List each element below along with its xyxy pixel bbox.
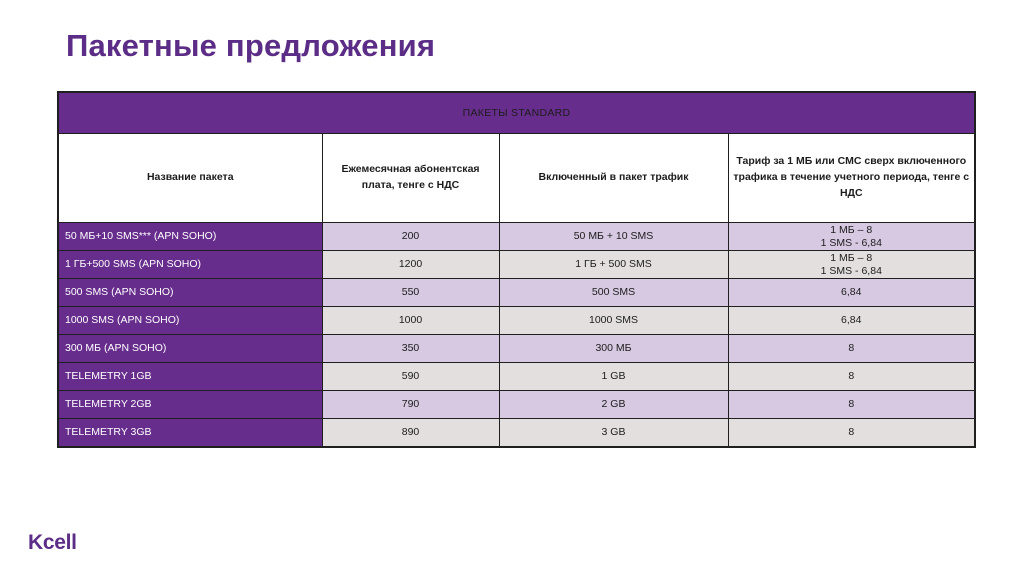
table-row [58,307,975,335]
tariff-sms-line: 1 SMS - 6,84 [820,236,882,249]
overage-tariff-cell: 6,84 [728,279,975,307]
package-name-cell: 300 МБ (APN SOHO) [58,335,322,363]
monthly-fee-cell: 1200 [322,251,499,279]
table-row [58,419,975,448]
table-row [58,391,975,419]
tariff-mb-line: 1 МБ – 8 [830,252,873,265]
overage-tariff-cell: 6,84 [728,307,975,335]
package-name-cell: 50 МБ+10 SMS*** (APN SOHO) [58,223,322,251]
column-header-overage-tariff: Тариф за 1 МБ или СМС сверх включенного трафика в течение учетного периода, тенге с НДС [728,134,975,223]
tariff-mb-line: 1 МБ – 8 [830,224,873,237]
monthly-fee-cell: 350 [322,335,499,363]
tariff-sms-line: 1 SMS - 6,84 [820,264,882,277]
table-row [58,251,975,279]
column-header-included-traffic: Включенный в пакет трафик [499,134,728,223]
overage-tariff-cell: 8 [728,363,975,391]
monthly-fee-cell: 550 [322,279,499,307]
included-traffic-cell: 1 ГБ + 500 SMS [499,251,728,279]
package-name-cell: 500 SMS (APN SOHO) [58,279,322,307]
included-traffic-cell: 50 МБ + 10 SMS [499,223,728,251]
package-name-cell: 1 ГБ+500 SMS (APN SOHO) [58,251,322,279]
overage-tariff-cell [728,251,975,279]
overage-tariff-cell [728,223,975,251]
table-row [58,279,975,307]
table-header-row [58,134,975,223]
table-row [58,335,975,363]
packages-table-container [57,91,974,448]
monthly-fee-cell: 1000 [322,307,499,335]
package-name-cell: 1000 SMS (APN SOHO) [58,307,322,335]
column-header-package-name: Название пакета [58,134,322,223]
table-banner: ПАКЕТЫ STANDARD [58,92,975,134]
included-traffic-cell: 3 GB [499,419,728,448]
page-title: Пакетные предложения [66,28,436,63]
included-traffic-cell: 2 GB [499,391,728,419]
overage-tariff-cell: 8 [728,391,975,419]
monthly-fee-cell: 590 [322,363,499,391]
package-name-cell: TELEMETRY 3GB [58,419,322,448]
overage-tariff-cell: 8 [728,335,975,363]
monthly-fee-cell: 890 [322,419,499,448]
included-traffic-cell: 1 GB [499,363,728,391]
table-row [58,363,975,391]
package-name-cell: TELEMETRY 1GB [58,363,322,391]
overage-tariff-cell: 8 [728,419,975,448]
table-banner-row [58,92,975,134]
included-traffic-cell: 500 SMS [499,279,728,307]
package-name-cell: TELEMETRY 2GB [58,391,322,419]
included-traffic-cell: 300 МБ [499,335,728,363]
packages-table [57,91,976,448]
included-traffic-cell: 1000 SMS [499,307,728,335]
table-row [58,223,975,251]
column-header-monthly-fee: Ежемесячная абонентская плата, тенге с НДС [322,134,499,223]
kcell-logo: Kcell [28,531,77,554]
monthly-fee-cell: 200 [322,223,499,251]
monthly-fee-cell: 790 [322,391,499,419]
